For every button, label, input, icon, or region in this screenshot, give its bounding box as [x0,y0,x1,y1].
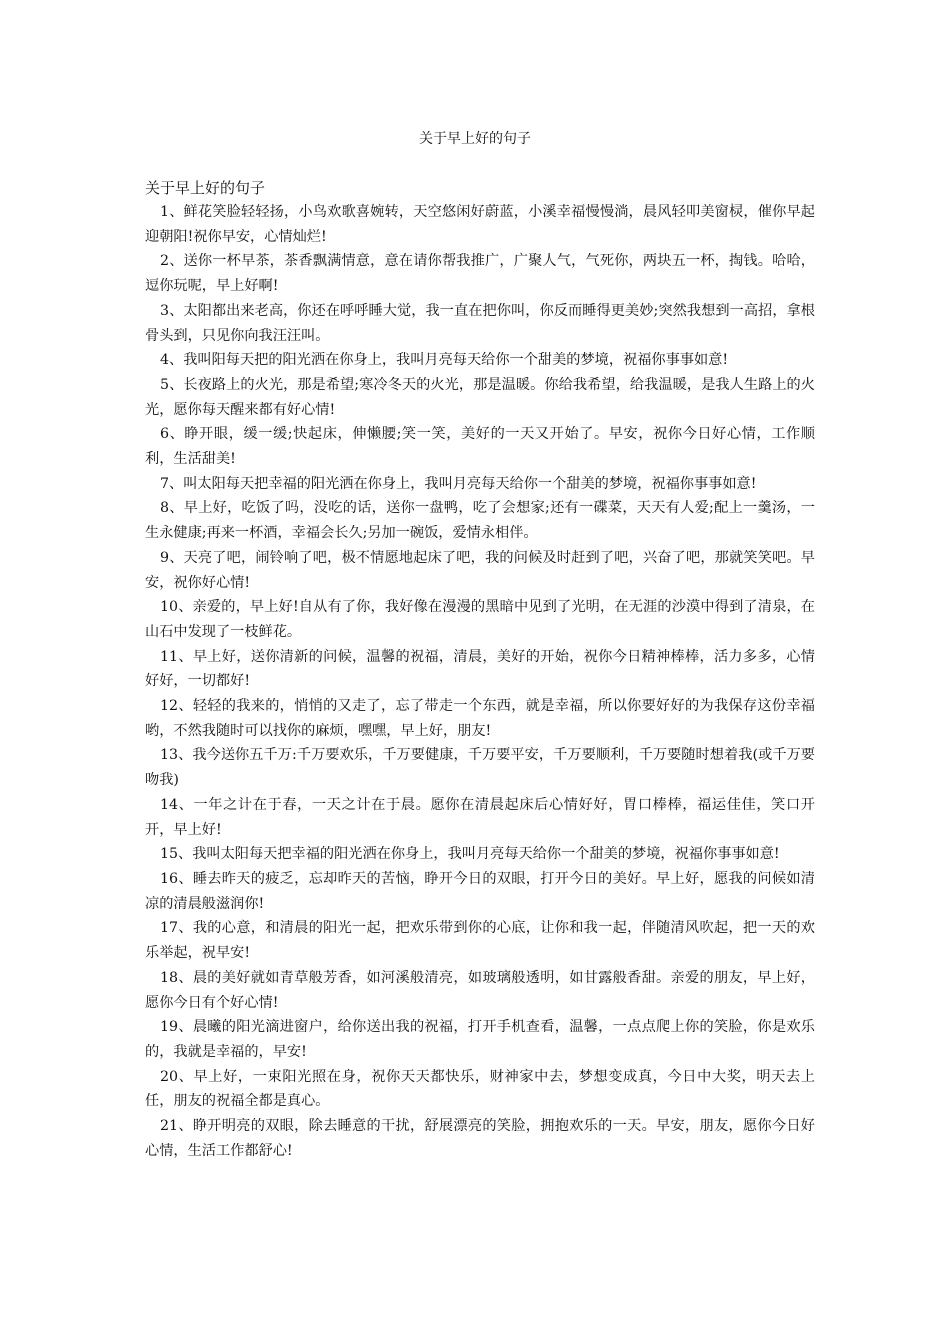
paragraph: 1、鲜花笑脸轻轻扬，小鸟欢歌喜婉转，天空悠闲好蔚蓝，小溪幸福慢慢淌，晨风轻叩美窗棂，催你早起迎朝阳!祝你早安，心情灿烂! [145,204,815,245]
document-subtitle: 关于早上好的句子 [145,179,266,197]
paragraph: 16、睡去昨天的疲乏，忘却昨天的苦恼，睁开今日的双眼，打开今日的美好。早上好，愿我的问候如清凉的清晨般滋润你! [145,870,815,912]
paragraph: 11、早上好，送你清新的问候，温馨的祝福，清晨，美好的开始，祝你今日精神棒棒，活力多多，心情好好，一切都好! [145,648,815,690]
paragraph: 4、我叫阳每天把的阳光洒在你身上，我叫月亮每天给你一个甜美的梦境，祝福你事事如意! [160,352,729,369]
paragraph: 10、亲爱的，早上好!自从有了你，我好像在漫漫的黑暗中见到了光明，在无涯的沙漠中得到了清泉，在山石中发现了一枝鲜花。 [145,599,815,640]
paragraph: 7、叫太阳每天把幸福的阳光洒在你身上，我叫月亮每天给你一个甜美的梦境，祝福你事事如意! [160,475,757,492]
paragraph: 9、天亮了吧，闹铃响了吧，极不情愿地起床了吧，我的问候及时赶到了吧，兴奋了吧，那就笑笑吧。早安，祝你好心情! [145,549,815,591]
paragraph: 5、长夜路上的火光，那是希望;寒冷冬天的火光，那是温暖。你给我希望，给我温暖，是我人生路上的火光，愿你每天醒来都有好心情! [145,376,815,418]
paragraph: 15、我叫太阳每天把幸福的阳光洒在你身上，我叫月亮每天给你一个甜美的梦境，祝福你事事如意! [160,846,780,863]
paragraph: 12、轻轻的我来的，悄悄的又走了，忘了带走一个东西，就是幸福，所以你要好好的为我保存这份幸福哟，不然我随时可以找你的麻烦，嘿嘿，早上好，朋友! [145,698,815,739]
paragraph: 20、早上好，一束阳光照在身，祝你天天都快乐，财神家中去，梦想变成真，今日中大奖，明天去上任，朋友的祝福全都是真心。 [145,1068,815,1110]
paragraph: 13、我今送你五千万:千万要欢乐，千万要健康，千万要平安，千万要顺利，千万要随时想着我(或千万要吻我) [145,747,815,789]
paragraph: 21、睁开明亮的双眼，除去睡意的干扰，舒展漂亮的笑脸，拥抱欢乐的一天。早安，朋友，愿你今日好心情，生活工作都舒心! [145,1118,815,1159]
paragraph: 14、一年之计在于春，一天之计在于晨。愿你在清晨起床后心情好好，胃口棒棒，福运佳佳，笑口开开，早上好! [145,796,815,838]
paragraph: 17、我的心意，和清晨的阳光一起，把欢乐带到你的心底，让你和我一起，伴随清风吹起，把一天的欢乐举起，祝早安! [145,920,815,962]
document-title: 关于早上好的句子 [419,131,531,147]
paragraph: 3、太阳都出来老高，你还在呼呼睡大觉，我一直在把你叫，你反而睡得更美妙;突然我想到一高招，拿根骨头到，只见你向我汪汪叫。 [145,302,815,344]
paragraph: 18、晨的美好就如青草般芳香，如河溪般清亮，如玻璃般透明，如甘露般香甜。亲爱的朋友，早上好，愿你今日有个好心情! [145,969,815,1011]
paragraph: 6、睁开眼，缓一缓;快起床，伸懒腰;笑一笑，美好的一天又开始了。早安，祝你今日好心情，工作顺利，生活甜美! [145,426,815,468]
paragraph: 8、早上好，吃饭了吗，没吃的话，送你一盘鸭，吃了会想家;还有一碟菜，天天有人爱;配上一羹汤，一生永健康;再来一杯酒，幸福会长久;另加一碗饭，爱情永相伴。 [145,500,815,542]
paragraph: 19、晨曦的阳光滴进窗户，给你送出我的祝福，打开手机查看，温馨，一点点爬上你的笑脸，你是欢乐的，我就是幸福的，早安! [145,1019,815,1060]
document-body [145,176,815,1163]
paragraph: 2、送你一杯早茶，茶香飘满情意，意在请你帮我推广，广聚人气，气死你，两块五一杯，掏钱。哈哈，逗你玩呢，早上好啊! [145,253,815,295]
